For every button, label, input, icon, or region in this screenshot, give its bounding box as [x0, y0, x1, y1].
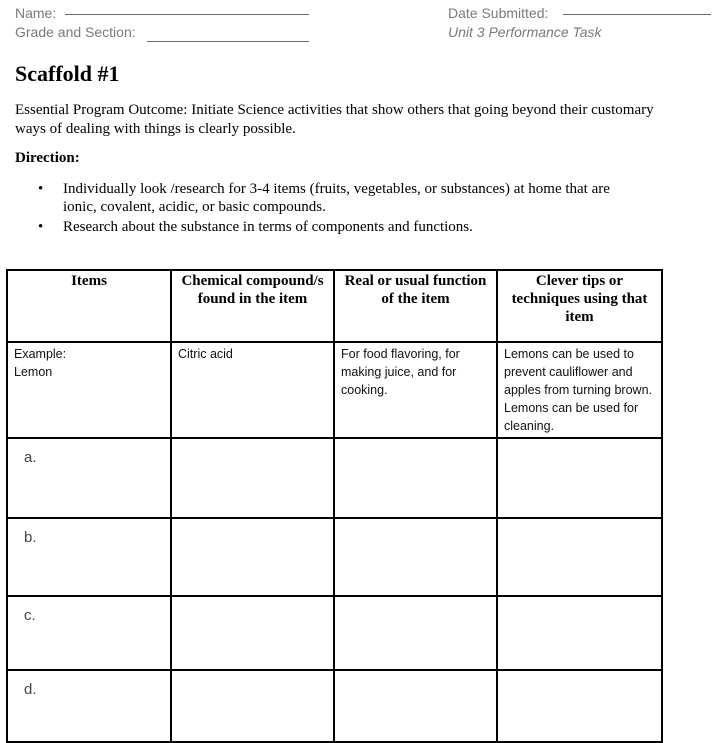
table-row: [7, 438, 662, 518]
row-label: d.: [24, 681, 37, 698]
header-clever-tips: Clever tips or techniques using that item: [497, 270, 662, 342]
compound-cell[interactable]: [171, 670, 334, 742]
example-function-cell: For food flavoring, for making juice, and for cooking.: [334, 342, 497, 438]
header-function: Real or usual function of the item: [334, 270, 497, 342]
grade-section-label: Grade and Section:: [15, 24, 136, 40]
header-items: Items: [7, 270, 171, 342]
item-cell[interactable]: [7, 670, 171, 742]
item-cell[interactable]: [7, 518, 171, 596]
page-title: Scaffold #1: [15, 61, 120, 86]
compound-cell[interactable]: [171, 596, 334, 670]
grade-section-input-line[interactable]: [147, 41, 309, 42]
direction-heading: Direction:: [15, 150, 80, 166]
row-label: b.: [24, 529, 37, 546]
worksheet-table: [6, 269, 663, 743]
row-label: a.: [24, 449, 37, 466]
header-chemical-compounds: Chemical compound/s found in the item: [171, 270, 334, 342]
bullet-icon: •: [38, 181, 44, 197]
function-cell[interactable]: [334, 518, 497, 596]
unit-task-label: Unit 3 Performance Task: [448, 24, 602, 40]
table-row: [7, 518, 662, 596]
tips-cell[interactable]: [497, 670, 662, 742]
program-outcome: Essential Program Outcome: Initiate Science activities that show others that going beyond their customary ways of dealing with things is clearly possible.: [15, 102, 654, 137]
tips-cell[interactable]: [497, 518, 662, 596]
direction-list: [38, 180, 638, 238]
direction-item-text: Individually look /research for 3-4 items (fruits, vegetables, or substances) at home that are ionic, covalent, acidic, or basic compounds.: [63, 181, 610, 215]
compound-cell[interactable]: [171, 438, 334, 518]
date-submitted-label: Date Submitted:: [448, 5, 549, 21]
name-input-line[interactable]: [65, 14, 309, 15]
compound-cell[interactable]: [171, 518, 334, 596]
function-cell[interactable]: [334, 438, 497, 518]
row-label: c.: [24, 607, 36, 624]
example-tips-cell: Lemons can be used to prevent cauliflower and apples from turning brown. Lemons can be used for cleaning.: [497, 342, 662, 438]
example-compound-cell: Citric acid: [171, 342, 334, 438]
name-label: Name:: [15, 5, 57, 21]
function-cell[interactable]: [334, 670, 497, 742]
tips-cell[interactable]: [497, 438, 662, 518]
function-cell[interactable]: [334, 596, 497, 670]
direction-item-text: Research about the substance in terms of components and functions.: [63, 219, 473, 235]
example-label: Example:: [14, 347, 67, 361]
item-cell[interactable]: [7, 438, 171, 518]
direction-item: [38, 218, 638, 236]
table-row: [7, 596, 662, 670]
table-header-row: [7, 270, 662, 342]
bullet-icon: •: [38, 219, 44, 235]
example-item-cell: [7, 342, 171, 438]
example-item-name: Lemon: [14, 365, 53, 379]
tips-cell[interactable]: [497, 596, 662, 670]
table-row-example: [7, 342, 662, 438]
table-row: [7, 670, 662, 742]
date-submitted-input-line[interactable]: [563, 14, 711, 15]
direction-item: [38, 180, 638, 216]
item-cell[interactable]: [7, 596, 171, 670]
